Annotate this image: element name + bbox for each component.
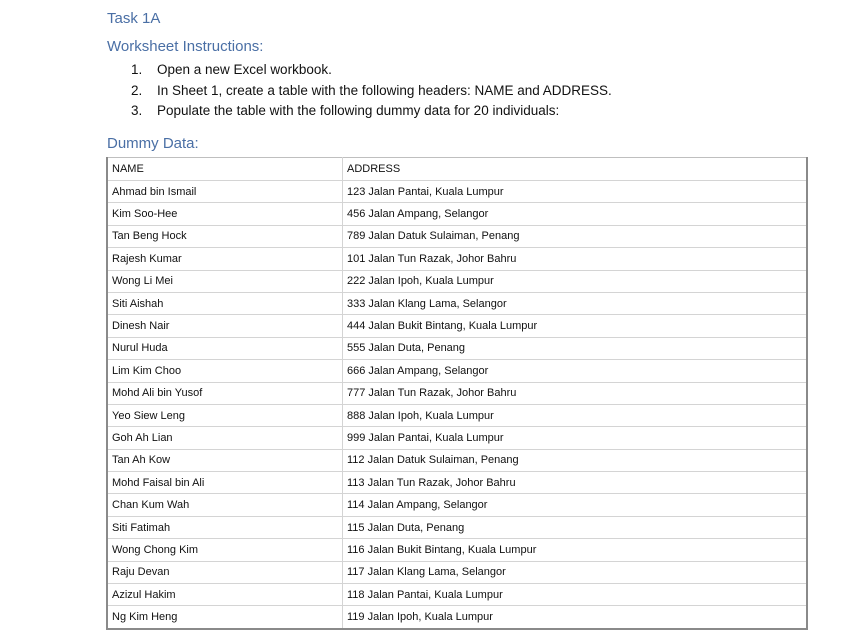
address-cell: 123 Jalan Pantai, Kuala Lumpur	[343, 181, 808, 203]
dummy-data-heading: Dummy Data:	[107, 135, 199, 152]
instruction-number: 2.	[131, 82, 143, 98]
address-cell: 115 Jalan Duta, Penang	[343, 516, 808, 538]
instruction-text: Open a new Excel workbook.	[157, 62, 332, 77]
table-row	[107, 337, 807, 359]
table-row	[107, 427, 807, 449]
address-cell: 114 Jalan Ampang, Selangor	[343, 494, 808, 516]
address-column-header: ADDRESS	[343, 158, 808, 181]
name-cell: Siti Aishah	[107, 292, 343, 314]
table-row	[107, 248, 807, 270]
instruction-item	[131, 101, 612, 122]
table-row	[107, 606, 807, 629]
table-row	[107, 315, 807, 337]
table-row	[107, 270, 807, 292]
instruction-number: 1.	[131, 62, 143, 77]
address-cell: 119 Jalan Ipoh, Kuala Lumpur	[343, 606, 808, 629]
name-column-header: NAME	[107, 158, 343, 181]
table-row	[107, 516, 807, 538]
table-row	[107, 584, 807, 606]
address-cell: 456 Jalan Ampang, Selangor	[343, 203, 808, 225]
address-cell: 333 Jalan Klang Lama, Selangor	[343, 292, 808, 314]
table-row	[107, 292, 807, 314]
address-cell: 999 Jalan Pantai, Kuala Lumpur	[343, 427, 808, 449]
name-cell: Nurul Huda	[107, 337, 343, 359]
name-cell: Yeo Siew Leng	[107, 404, 343, 426]
address-cell: 116 Jalan Bukit Bintang, Kuala Lumpur	[343, 539, 808, 561]
name-cell: Tan Ah Kow	[107, 449, 343, 471]
name-cell: Ng Kim Heng	[107, 606, 343, 629]
address-cell: 117 Jalan Klang Lama, Selangor	[343, 561, 808, 583]
table-row	[107, 404, 807, 426]
address-cell: 222 Jalan Ipoh, Kuala Lumpur	[343, 270, 808, 292]
name-cell: Azizul Hakim	[107, 584, 343, 606]
name-cell: Dinesh Nair	[107, 315, 343, 337]
address-cell: 789 Jalan Datuk Sulaiman, Penang	[343, 225, 808, 247]
task-title: Task 1A	[107, 10, 161, 27]
address-cell: 118 Jalan Pantai, Kuala Lumpur	[343, 584, 808, 606]
table-row	[107, 539, 807, 561]
instructions-heading: Worksheet Instructions:	[107, 38, 264, 55]
address-cell: 444 Jalan Bukit Bintang, Kuala Lumpur	[343, 315, 808, 337]
table-row	[107, 225, 807, 247]
name-cell: Raju Devan	[107, 561, 343, 583]
address-cell: 777 Jalan Tun Razak, Johor Bahru	[343, 382, 808, 404]
address-cell: 101 Jalan Tun Razak, Johor Bahru	[343, 248, 808, 270]
name-cell: Lim Kim Choo	[107, 360, 343, 382]
instruction-item	[131, 60, 612, 81]
table-row	[107, 561, 807, 583]
name-cell: Kim Soo-Hee	[107, 203, 343, 225]
name-cell: Wong Li Mei	[107, 270, 343, 292]
address-cell: 112 Jalan Datuk Sulaiman, Penang	[343, 449, 808, 471]
instruction-text: Populate the table with the following dummy data for 20 individuals:	[157, 103, 560, 118]
address-cell: 888 Jalan Ipoh, Kuala Lumpur	[343, 404, 808, 426]
name-cell: Mohd Ali bin Yusof	[107, 382, 343, 404]
name-cell: Chan Kum Wah	[107, 494, 343, 516]
instruction-number: 3.	[131, 103, 143, 118]
table-row	[107, 494, 807, 516]
name-cell: Tan Beng Hock	[107, 225, 343, 247]
table-row	[107, 203, 807, 225]
address-cell: 113 Jalan Tun Razak, Johor Bahru	[343, 472, 808, 494]
instruction-text: In Sheet 1, create a table with the following headers: NAME and ADDRESS.	[157, 82, 612, 98]
table-row	[107, 382, 807, 404]
address-cell: 666 Jalan Ampang, Selangor	[343, 360, 808, 382]
name-cell: Goh Ah Lian	[107, 427, 343, 449]
address-cell: 555 Jalan Duta, Penang	[343, 337, 808, 359]
name-cell: Siti Fatimah	[107, 516, 343, 538]
table-row	[107, 472, 807, 494]
table-header-row	[107, 158, 807, 181]
table-row	[107, 360, 807, 382]
name-cell: Mohd Faisal bin Ali	[107, 472, 343, 494]
name-cell: Wong Chong Kim	[107, 539, 343, 561]
table-row	[107, 449, 807, 471]
name-cell: Ahmad bin Ismail	[107, 181, 343, 203]
name-cell: Rajesh Kumar	[107, 248, 343, 270]
table-row	[107, 181, 807, 203]
instruction-item	[131, 81, 612, 102]
dummy-data-table	[106, 157, 808, 630]
instructions-list	[131, 60, 612, 122]
table-body	[107, 158, 807, 629]
